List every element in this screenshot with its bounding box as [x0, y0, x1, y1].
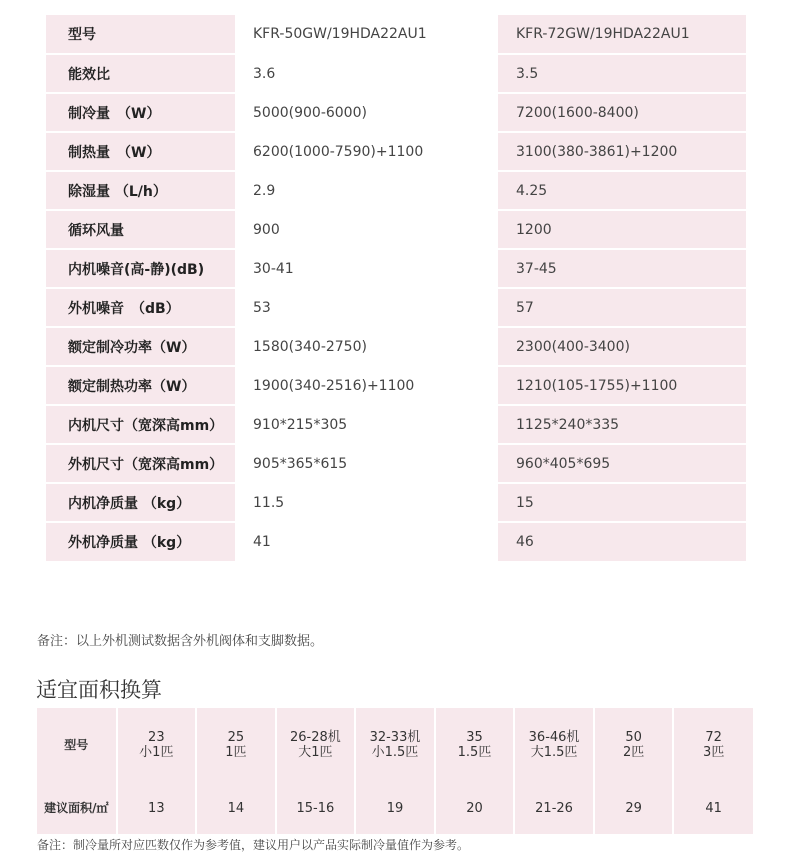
table-row: [46, 288, 746, 327]
model-cell: [514, 708, 594, 782]
horsepower: 小1.5匹: [371, 745, 419, 760]
table-row: [37, 708, 753, 782]
row-label: 制冷量 （W）: [46, 93, 235, 132]
value-1: 53: [235, 288, 498, 327]
row-label: 额定制热功率（W）: [46, 366, 235, 405]
row-label: 外机净质量 （kg）: [46, 522, 235, 561]
row-label: 制热量 （W）: [46, 132, 235, 171]
value-2: 4.25: [498, 171, 746, 210]
table-row: [46, 132, 746, 171]
area-value: 20: [435, 782, 515, 834]
area-value: 14: [196, 782, 276, 834]
table-row: [46, 444, 746, 483]
area-note: 备注：制冷量所对应匹数仅作为参考值，建议用户以产品实际制冷量值作为参考。: [37, 838, 470, 852]
section-title: 适宜面积换算: [36, 678, 162, 702]
model-code: 72: [705, 730, 722, 745]
horsepower: 1匹: [225, 745, 247, 760]
row-label: 内机噪音(高-静)(dB): [46, 249, 235, 288]
value-1: 3.6: [235, 54, 498, 93]
model-cell: [276, 708, 356, 782]
value-1: 2.9: [235, 171, 498, 210]
value-1: 905*365*615: [235, 444, 498, 483]
table-row: [46, 171, 746, 210]
value-1: 30-41: [235, 249, 498, 288]
value-2: 46: [498, 522, 746, 561]
row-label: 额定制冷功率（W）: [46, 327, 235, 366]
value-2: 2300(400-3400): [498, 327, 746, 366]
area-value: 29: [594, 782, 674, 834]
table-row: [46, 327, 746, 366]
row-label: 循环风量: [46, 210, 235, 249]
row-label: 建议面积/㎡: [44, 800, 109, 815]
value-1: 900: [235, 210, 498, 249]
model-cell: [196, 708, 276, 782]
value-1: 6200(1000-7590)+1100: [235, 132, 498, 171]
spec-table: [46, 15, 746, 561]
area-value: 19: [355, 782, 435, 834]
model-code: 26-28机: [290, 730, 341, 745]
model-cell: [435, 708, 515, 782]
horsepower: 大1匹: [298, 745, 333, 760]
value-1: 910*215*305: [235, 405, 498, 444]
table-row: [46, 522, 746, 561]
spec-note: 备注：以上外机测试数据含外机阀体和支脚数据。: [37, 634, 324, 649]
horsepower: 大1.5匹: [530, 745, 578, 760]
value-2: 960*405*695: [498, 444, 746, 483]
row-label: 外机尺寸（宽深高mm）: [46, 444, 235, 483]
value-2: 1200: [498, 210, 746, 249]
table-row: [46, 54, 746, 93]
value-2: 7200(1600-8400): [498, 93, 746, 132]
model-cell: [117, 708, 197, 782]
horsepower: 小1匹: [139, 745, 174, 760]
row-label: 外机噪音 （dB）: [46, 288, 235, 327]
model-code: 36-46机: [528, 730, 580, 745]
table-row: [46, 483, 746, 522]
area-value: 21-26: [514, 782, 594, 834]
area-table: [37, 708, 753, 834]
row-label: 除湿量 （L/h）: [46, 171, 235, 210]
table-row: [46, 249, 746, 288]
model-cell: [355, 708, 435, 782]
horsepower: 3匹: [703, 745, 725, 760]
area-value: 41: [673, 782, 753, 834]
value-2: 1125*240*335: [498, 405, 746, 444]
value-1: 11.5: [235, 483, 498, 522]
model-code: 23: [148, 730, 165, 745]
horsepower: 1.5匹: [457, 745, 492, 760]
value-1: 1580(340-2750): [235, 327, 498, 366]
value-2: 1210(105-1755)+1100: [498, 366, 746, 405]
value-2: 57: [498, 288, 746, 327]
table-row: [37, 782, 753, 834]
model-cell: [673, 708, 753, 782]
value-2: 3.5: [498, 54, 746, 93]
table-row: [46, 366, 746, 405]
area-value: 15-16: [276, 782, 356, 834]
value-1: 1900(340-2516)+1100: [235, 366, 498, 405]
row-label: 型号: [64, 737, 89, 752]
value-2: 37-45: [498, 249, 746, 288]
row-label: 能效比: [46, 54, 235, 93]
value-1: 5000(900-6000): [235, 93, 498, 132]
table-row: [46, 210, 746, 249]
value-2: 15: [498, 483, 746, 522]
value-2: 3100(380-3861)+1200: [498, 132, 746, 171]
value-1: 41: [235, 522, 498, 561]
row-label: 内机尺寸（宽深高mm）: [46, 405, 235, 444]
table-row: [46, 93, 746, 132]
model-code: 25: [227, 730, 245, 745]
area-value: 13: [117, 782, 197, 834]
horsepower: 2匹: [622, 745, 645, 760]
model-code: 35: [466, 730, 483, 745]
row-label: 型号: [46, 15, 235, 54]
model-code: 50: [625, 730, 642, 745]
table-row: [46, 405, 746, 444]
model-1: KFR-50GW/19HDA22AU1: [235, 15, 498, 54]
model-code: 32-33机: [369, 730, 421, 745]
table-row: [46, 15, 746, 54]
model-2: KFR-72GW/19HDA22AU1: [498, 15, 746, 54]
model-cell: [594, 708, 674, 782]
row-label: 内机净质量 （kg）: [46, 483, 235, 522]
